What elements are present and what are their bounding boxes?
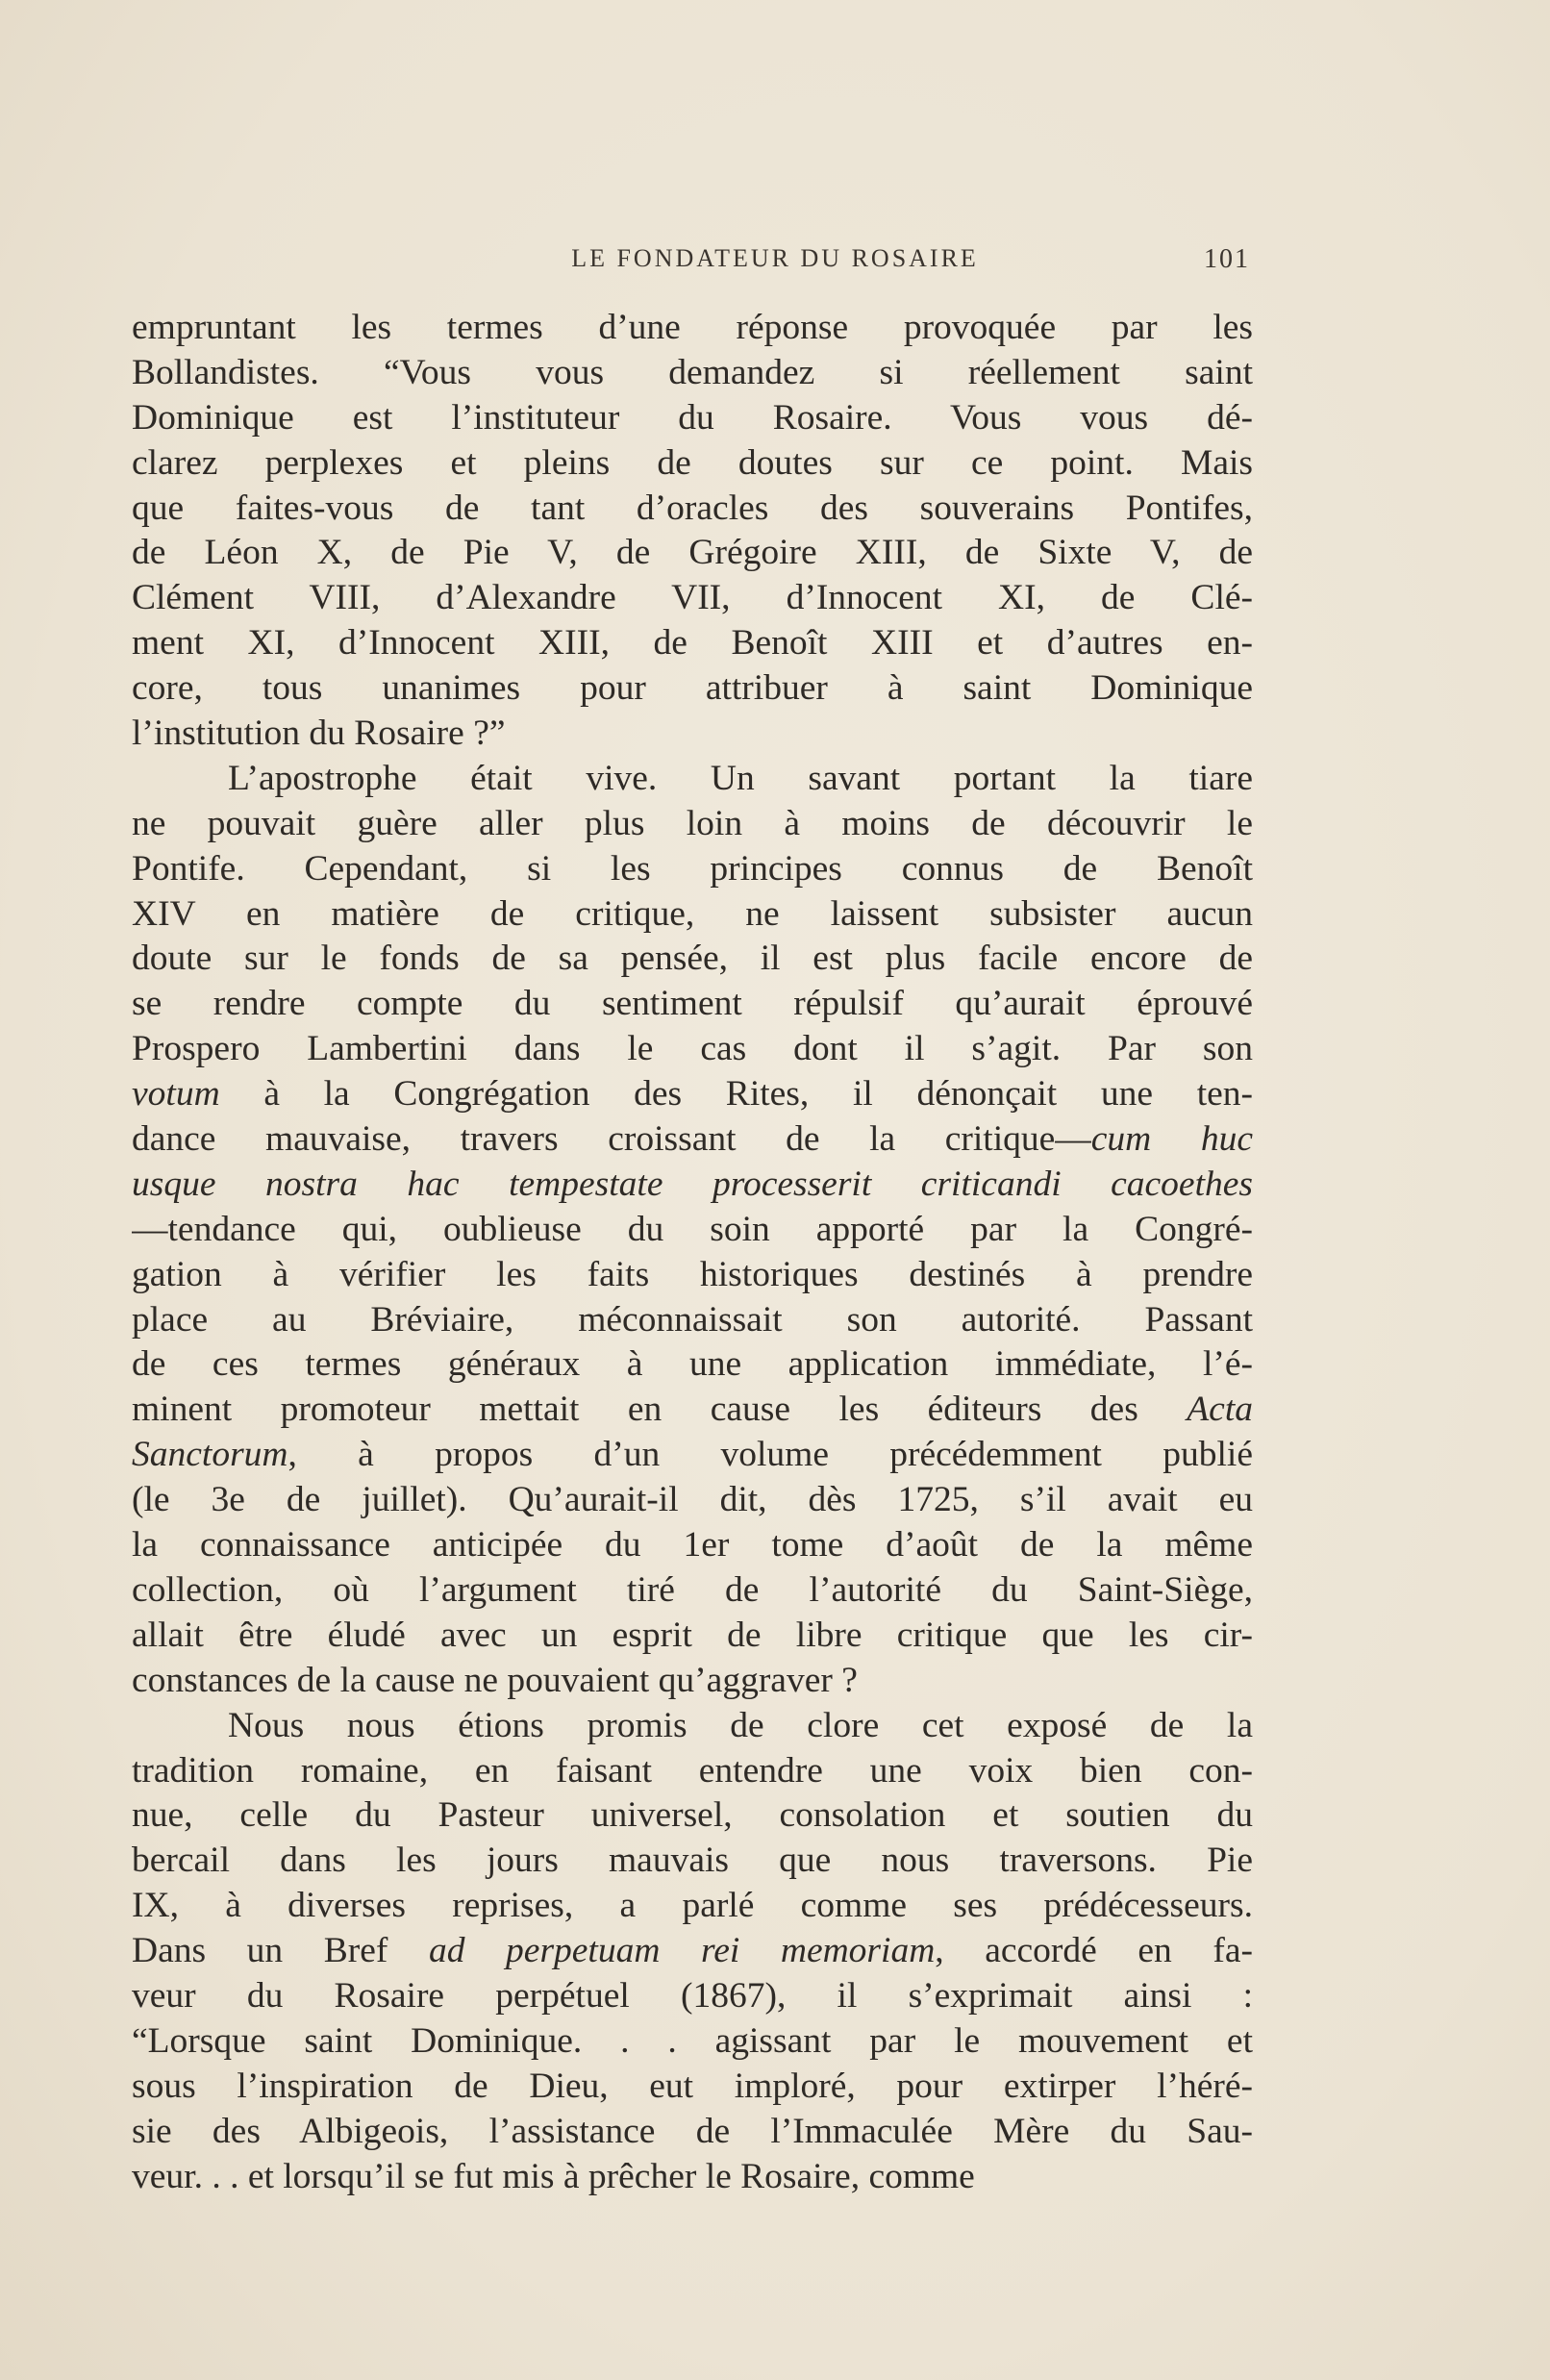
text-line: se rendre compte du sentiment répulsif qu’aurait éprouvé [132, 984, 1253, 1024]
text-line: que faites-vous de tant d’oracles des souverains Pontifes, [132, 488, 1253, 528]
text-line [132, 1388, 1253, 1433]
text-line: L’apostrophe était vive. Un savant portant la tiare [228, 758, 1253, 798]
italic-segment: ad perpetuam rei memoriam [428, 1931, 936, 1971]
text-segment: à la Congrégation des Rites, il dénonçait une ten- [219, 1074, 1253, 1115]
text-line: de ces termes généraux à une application immédiate, l’é- [132, 1344, 1253, 1385]
text-line: constances de la cause ne pouvaient qu’aggraver ? [132, 1660, 858, 1700]
text-segment: , à propos d’un volume précédemment publié [288, 1435, 1253, 1475]
text-line: bercail dans les jours mauvais que nous traversons. Pie [132, 1841, 1253, 1881]
italic-segment: Sanctorum [132, 1435, 288, 1475]
text-line [132, 1929, 1253, 1974]
text-line: Nous nous étions promis de clore cet exposé de la [228, 1705, 1253, 1745]
running-title: LE FONDATEUR DU ROSAIRE [571, 244, 979, 272]
text-line: allait être éludé avec un esprit de libre critique que les cir- [132, 1615, 1253, 1655]
running-head [0, 244, 1550, 283]
body-text [132, 306, 1253, 2199]
text-line [132, 1072, 1253, 1117]
text-line: Prospero Lambertini dans le cas dont il s’agit. Par son [132, 1029, 1253, 1069]
text-line: sie des Albigeois, l’assistance de l’Immaculée Mère du Sau- [132, 2111, 1253, 2151]
text-line: ment XI, d’Innocent XIII, de Benoît XIII et d’autres en- [132, 623, 1253, 664]
italic-segment: Acta [1187, 1390, 1253, 1430]
page-number: 101 [1204, 244, 1250, 274]
text-line: doute sur le fonds de sa pensée, il est plus facile encore de [132, 939, 1253, 979]
text-line: Clément VIII, d’Alexandre VII, d’Innocent XI, de Clé- [132, 578, 1253, 618]
text-line: clarez perplexes et pleins de doutes sur ce point. Mais [132, 442, 1253, 483]
text-line: la connaissance anticipée du 1er tome d’août de la même [132, 1525, 1253, 1566]
text-line: Dominique est l’instituteur du Rosaire. Vous vous dé- [132, 397, 1253, 438]
text-line: veur. . . et lorsqu’il se fut mis à prêcher le Rosaire, comme [132, 2156, 975, 2196]
text-line: (le 3e de juillet). Qu’aurait-il dit, dès 1725, s’il avait eu [132, 1480, 1253, 1520]
text-line: Pontife. Cependant, si les principes connus de Benoît [132, 848, 1253, 889]
text-segment: dance mauvaise, travers croissant de la critique— [132, 1119, 1091, 1160]
text-line: “Lorsque saint Dominique. . . agissant par le mouvement et [132, 2020, 1253, 2061]
text-line: tradition romaine, en faisant entendre une voix bien con- [132, 1750, 1253, 1791]
italic-segment: votum [132, 1074, 220, 1115]
text-line: XIV en matière de critique, ne laissent subsister aucun [132, 893, 1253, 934]
text-line: IX, à diverses reprises, a parlé comme ses prédécesseurs. [132, 1886, 1253, 1926]
text-segment: minent promoteur mettait en cause les éditeurs des [132, 1390, 1188, 1430]
text-segment: Dans un Bref [132, 1931, 429, 1971]
text-line: core, tous unanimes pour attribuer à saint Dominique [132, 668, 1253, 709]
text-line: l’institution du Rosaire ?” [132, 714, 506, 754]
italic-segment: usque nostra hac tempestate processerit criticandi cacoethes [132, 1164, 1253, 1204]
text-line: veur du Rosaire perpétuel (1867), il s’exprimait ainsi : [132, 1975, 1253, 2016]
italic-segment: cum huc [1090, 1119, 1253, 1160]
text-line: nue, celle du Pasteur universel, consolation et soutien du [132, 1795, 1253, 1836]
text-line [132, 1433, 1253, 1478]
text-line: gation à vérifier les faits historiques destinés à prendre [132, 1254, 1253, 1294]
text-line: collection, où l’argument tiré de l’autorité du Saint-Siège, [132, 1569, 1253, 1610]
text-segment: , accordé en fa- [935, 1931, 1253, 1971]
text-line: place au Bréviaire, méconnaissait son autorité. Passant [132, 1299, 1253, 1340]
text-line: sous l’inspiration de Dieu, eut imploré, pour extirper l’héré- [132, 2066, 1253, 2106]
text-line: de Léon X, de Pie V, de Grégoire XIII, de Sixte V, de [132, 533, 1253, 573]
text-line [132, 1117, 1253, 1163]
text-line: ne pouvait guère aller plus loin à moins de découvrir le [132, 803, 1253, 843]
text-line: —tendance qui, oublieuse du soin apporté par la Congré- [132, 1209, 1253, 1249]
text-line [132, 1163, 1253, 1208]
text-line: Bollandistes. “Vous vous demandez si réellement saint [132, 352, 1253, 392]
text-line: empruntant les termes d’une réponse provoquée par les [132, 308, 1253, 347]
